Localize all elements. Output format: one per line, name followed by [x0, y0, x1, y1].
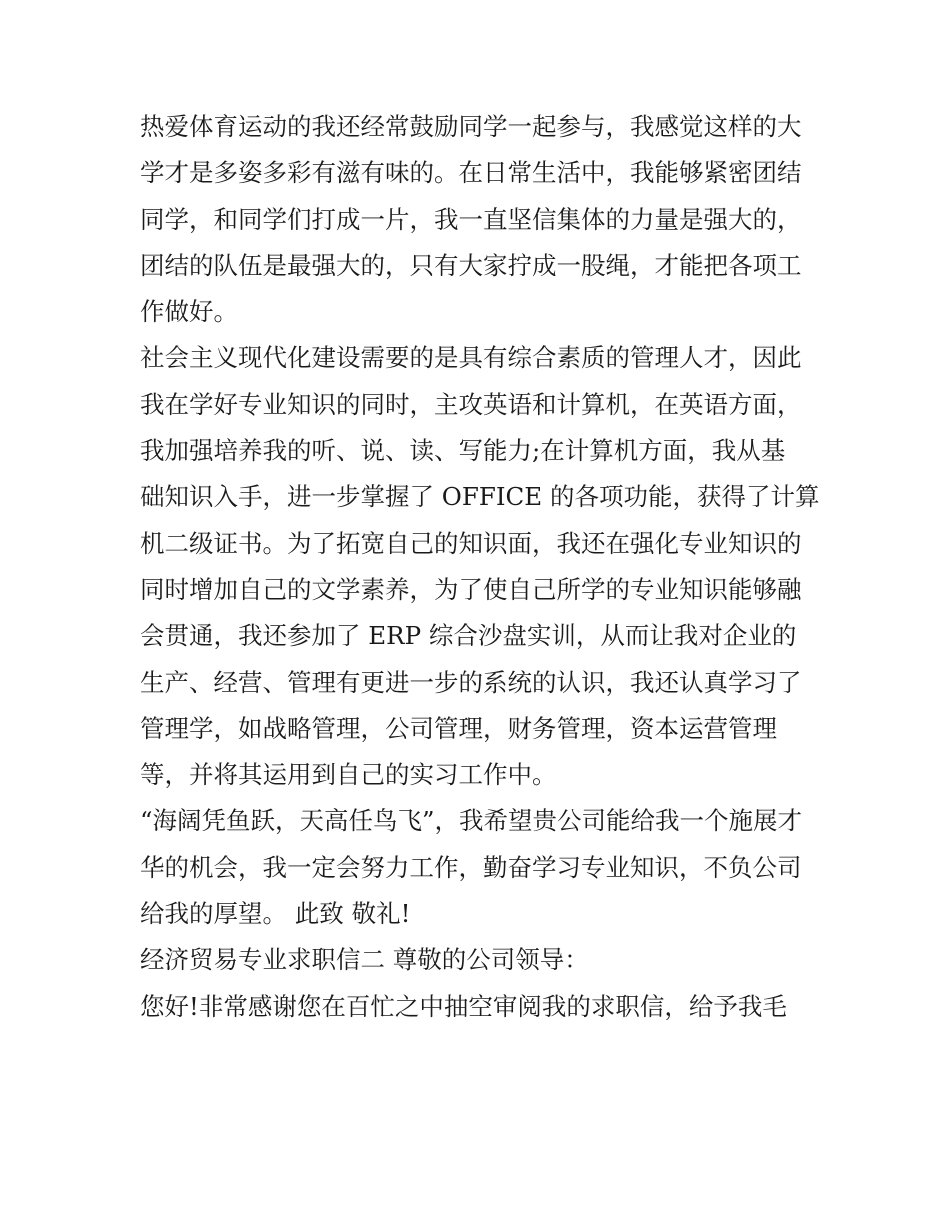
text-line: 我在学好专业知识的同时，主攻英语和计算机，在英语方面，: [140, 389, 802, 419]
text-line: “海阔凭鱼跃，天高任鸟飞”，我希望贵公司能给我一个施展才: [140, 806, 803, 836]
text-line: 础知识入手，进一步掌握了 OFFICE 的各项功能，获得了计算: [140, 482, 820, 512]
text-line: 团结的队伍是最强大的，只有大家拧成一股绳，才能把各项工: [140, 250, 802, 280]
text-line: 管理学，如战略管理，公司管理，财务管理，资本运营管理: [140, 713, 777, 743]
body-text: [140, 104, 830, 1030]
text-line: 华的机会，我一定会努力工作，勤奋学习专业知识，不负公司: [140, 852, 802, 882]
text-line: 经济贸易专业求职信二 尊敬的公司领导：: [140, 945, 589, 975]
text-line: 学才是多姿多彩有滋有味的。在日常生活中，我能够紧密团结: [140, 158, 802, 188]
text-line: 我加强培养我的听、说、读、写能力;在计算机方面，我从基: [140, 436, 786, 466]
text-line: 社会主义现代化建设需要的是具有综合素质的管理人才，因此: [140, 343, 802, 373]
text-line: 您好!非常感谢您在百忙之中抽空审阅我的求职信，给予我毛: [140, 991, 787, 1021]
text-line: 同时增加自己的文学素养，为了使自己所学的专业知识能够融: [140, 574, 802, 604]
text-line: 会贯通，我还参加了 ERP 综合沙盘实训，从而让我对企业的: [140, 621, 797, 651]
text-line: 给我的厚望。 此致 敬礼!: [140, 899, 411, 929]
text-line: 热爱体育运动的我还经常鼓励同学一起参与，我感觉这样的大: [140, 112, 802, 141]
text-line: 生产、经营、管理有更进一步的系统的认识，我还认真学习了: [140, 667, 802, 697]
text-line: 同学，和同学们打成一片，我一直坚信集体的力量是强大的，: [140, 204, 802, 234]
text-line: 作做好。: [140, 297, 238, 327]
text-line: 机二级证书。为了拓宽自己的知识面，我还在强化专业知识的: [140, 528, 802, 558]
text-line: 等，并将其运用到自己的实习工作中。: [140, 760, 557, 790]
